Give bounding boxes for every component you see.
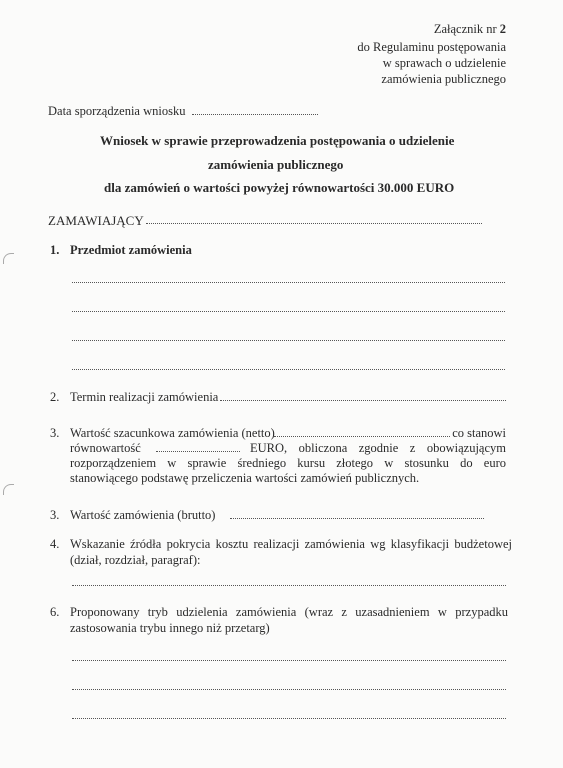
attachment-number: 2 — [499, 22, 506, 36]
section-1-line-3[interactable] — [72, 340, 505, 341]
section-3a-line-3: rozporządzeniem w sprawie średniego kursu złotego w stosunku do euro — [70, 456, 506, 470]
section-1-label: Przedmiot zamówienia — [70, 243, 192, 257]
title-line-1: Wniosek w sprawie przeprowadzenia postępowania o udzielenie — [100, 133, 455, 148]
section-1-line-4[interactable] — [72, 369, 505, 370]
section-3a-line-2-b: EURO, obliczona zgodnie z obowiązującym — [250, 441, 506, 455]
section-6-line-3-field[interactable] — [72, 718, 506, 719]
section-3a-number: 3. — [50, 426, 60, 440]
section-3a-netto-field[interactable] — [274, 436, 450, 437]
section-6-line-1: Proponowany tryb udzielenia zamówienia (wraz z uzasadnieniem w przypadku — [70, 605, 508, 619]
attachment-line-2: do Regulaminu postępowania — [357, 40, 506, 54]
attachment-line-3: w sprawach o udzielenie — [382, 56, 506, 70]
section-3a-line-1-b: co stanowi — [452, 426, 506, 440]
section-6-line-2-field[interactable] — [72, 689, 506, 690]
section-4-number: 4. — [50, 537, 60, 551]
section-6-number: 6. — [50, 605, 60, 619]
section-1-line-1[interactable] — [72, 282, 505, 283]
section-4-line-2: (dział, rozdział, paragraf): — [70, 553, 201, 567]
section-3a-line-1-a: Wartość szacunkowa zamówienia (netto) — [70, 426, 275, 440]
section-4-line-1: Wskazanie źródła pokrycia kosztu realizacji zamówienia wg klasyfikacji budżetowej — [70, 537, 512, 551]
section-3b-label: Wartość zamówienia (brutto) — [70, 508, 216, 522]
attachment-line-1 — [434, 22, 506, 37]
section-3a-line-4: stanowiącego podstawę przeliczenia wartości zamówień publicznych. — [70, 471, 420, 485]
zamawiajacy-label: ZAMAWIAJĄCY — [48, 213, 144, 228]
zamawiajacy-field[interactable] — [146, 223, 482, 224]
title-line-3: dla zamówień o wartości powyżej równowartości 30.000 EURO — [104, 180, 455, 195]
section-1-number: 1. — [50, 243, 60, 257]
section-3a-euro-field[interactable] — [156, 451, 240, 452]
binder-hole-mark-bottom — [3, 484, 14, 495]
section-4-field[interactable] — [72, 585, 506, 586]
section-3b-number: 3. — [50, 508, 60, 522]
section-2-label: Termin realizacji zamówienia — [70, 390, 219, 404]
title-line-2: zamówienia publicznego — [208, 157, 344, 172]
section-2-field[interactable] — [220, 400, 506, 401]
section-2-number: 2. — [50, 390, 60, 404]
binder-hole-mark-top — [3, 253, 14, 264]
section-3a-line-2-a: równowartość — [70, 441, 141, 455]
date-field[interactable] — [192, 114, 318, 115]
section-3b-field[interactable] — [230, 518, 484, 519]
attachment-label: Załącznik nr — [433, 22, 497, 36]
section-1-line-2[interactable] — [72, 311, 505, 312]
date-label: Data sporządzenia wniosku — [48, 104, 186, 118]
attachment-line-4: zamówienia publicznego — [381, 72, 506, 86]
section-6-line-1-field[interactable] — [72, 660, 506, 661]
section-6-line-2: zastosowania trybu innego niż przetarg) — [70, 621, 270, 635]
